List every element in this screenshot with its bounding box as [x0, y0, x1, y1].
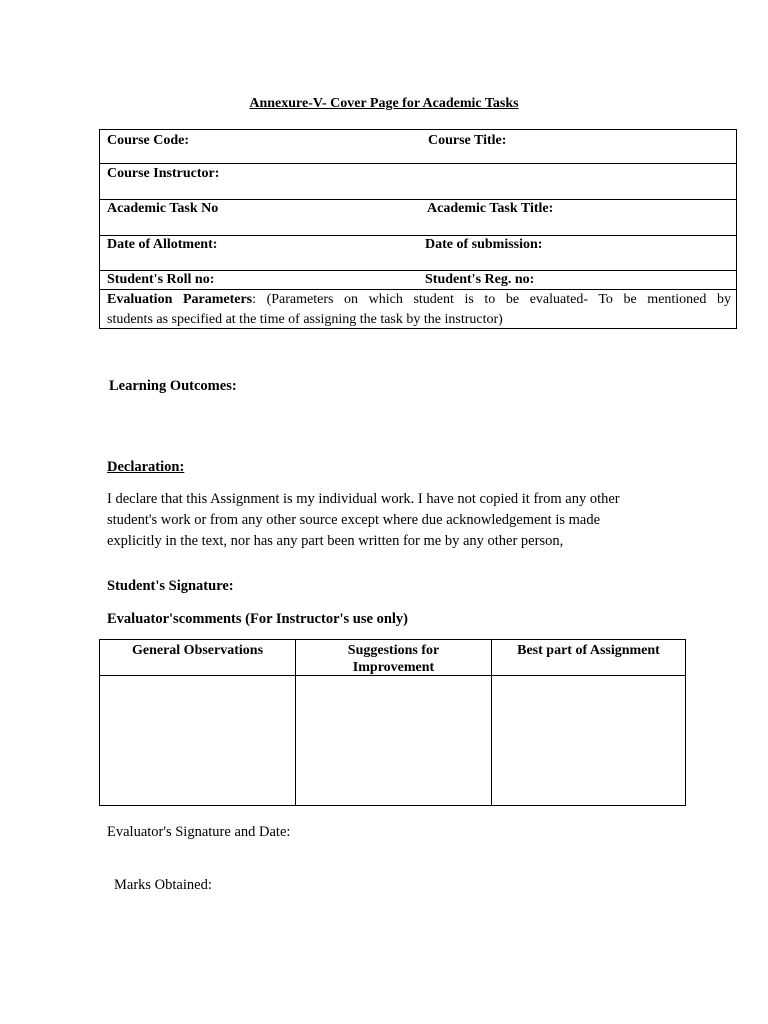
evaluator-signature-label: Evaluator's Signature and Date:: [107, 824, 291, 840]
course-instructor-label: Course Instructor:: [107, 166, 220, 181]
document-title: Annexure-V- Cover Page for Academic Tasks: [249, 96, 519, 111]
student-signature-label: Student's Signature:: [107, 578, 234, 594]
general-observations-cell[interactable]: [100, 676, 295, 805]
table-row-divider: [100, 199, 736, 200]
course-code-label: Course Code:: [107, 133, 190, 148]
suggestions-for-improvement-header: [296, 642, 491, 676]
date-of-submission-label: Date of submission:: [425, 237, 543, 252]
declaration-line: student's work or from any other source except where due acknowledgement is made: [107, 512, 601, 528]
marks-obtained-label: Marks Obtained:: [114, 877, 212, 893]
evaluation-parameters-label: Evaluation Parameters: [107, 292, 253, 307]
course-info-table: [99, 129, 737, 329]
evaluator-comments-heading: Evaluator'scomments (For Instructor's use only): [107, 611, 408, 627]
academic-task-no-label: Academic Task No: [107, 201, 219, 216]
best-part-header: Best part of Assignment: [517, 643, 660, 658]
best-part-cell[interactable]: [492, 676, 685, 805]
table-row-divider: [100, 163, 736, 164]
general-observations-header: General Observations: [131, 643, 264, 658]
evaluator-comments-table: [99, 639, 686, 806]
declaration-line: I declare that this Assignment is my individual work. I have not copied it from any other: [107, 491, 620, 507]
evaluation-parameters-text-1: : (Parameters on which student is to be evaluated- To be mentioned by: [252, 292, 731, 307]
roll-no-label: Student's Roll no:: [107, 272, 215, 287]
table-row-divider: [100, 270, 736, 271]
table-row-divider: [100, 235, 736, 236]
declaration-heading: Declaration:: [107, 459, 185, 475]
academic-task-title-label: Academic Task Title:: [427, 201, 554, 216]
declaration-line: explicitly in the text, nor has any part been written for me by any other person,: [107, 533, 564, 549]
date-of-allotment-label: Date of Allotment:: [107, 237, 218, 252]
declaration-text: [107, 489, 647, 552]
suggestions-header-line: Suggestions for: [347, 643, 440, 658]
reg-no-label: Student's Reg. no:: [425, 272, 535, 287]
course-title-label: Course Title:: [428, 133, 507, 148]
evaluation-parameters: [107, 290, 731, 330]
suggestions-header-line: Improvement: [352, 660, 435, 675]
evaluation-parameters-text-2: students as specified at the time of assigning the task by the instructor): [107, 312, 503, 327]
suggestions-cell[interactable]: [296, 676, 491, 805]
learning-outcomes-heading: Learning Outcomes:: [109, 378, 237, 394]
